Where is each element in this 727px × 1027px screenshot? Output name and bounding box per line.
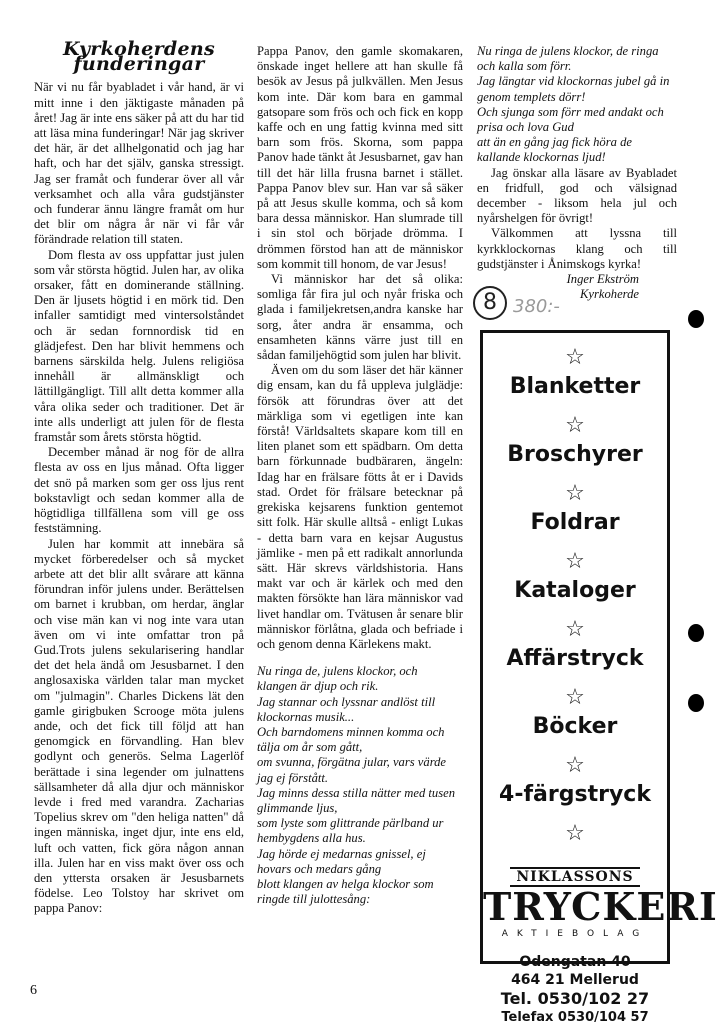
star-icon: ☆ — [565, 685, 585, 710]
poem-stanza-2 — [477, 44, 677, 166]
printer-advertisement — [480, 330, 718, 1025]
poem-line: Jag hörde ej medarnas gnissel, ej — [257, 846, 426, 861]
poem-line: Nu ringa de julens klockor, de ringa — [477, 44, 659, 58]
address-line: Odengatan 40 — [519, 954, 631, 970]
signature-name: Inger Ekström — [566, 272, 639, 287]
ad-item: Affärstryck — [506, 646, 644, 671]
article-column-2 — [257, 44, 463, 907]
paragraph: Även om du som läser det här känner dig ensam, kan du få uppleva julglädje: försök att förundras över att det märkliga som vi egetligen inte kan förstå! Världsaltets skapare kom till en liten planet som ett spädbarn. Om detta barn förkunnade budbäraren, ängeln: Idag har en frälsare fötts åt er i Davids stad. Ordet för frälsare betecknar på grekiska kejsarens funktion gentemot sitt folk. Här skulle alltså - enligt Lukas - detta barn vara en kejsar Augustus jämlike - men på ett radikalt annorlunda sätt. Här skrevs världshistoria. Hans makt var och är kärlek och med den makten försökte han lära människor vad livet handlar om. Tvätusen år senare blir människor förlåtna, glada och befriade i och genom denna Kärlekens makt. — [257, 363, 463, 651]
binder-hole-icon — [688, 310, 704, 328]
poem-line: ringde till julottesång: — [257, 892, 371, 907]
ad-item: Kataloger — [514, 578, 636, 603]
star-icon: ☆ — [565, 753, 585, 778]
paragraph: När vi nu får byabladet i vår hand, är vi mitt inne i den jäktigaste månaden på året! Jag är inte ens säker på att du har tid att läsa mina funderingar! När jag skriver det här, är det allhelgonatid och jag har haft, och har det själv, ganska stressigt. Jag ser framåt och funderar över all vår verksamhet och alla våra gudstjänster och funderar ännu längre framåt om hur det blir om några år när vi får vår förändrade relation till staten. — [34, 80, 244, 247]
poem-line: Jag längtar vid klockornas jubel gå in — [477, 74, 670, 89]
poem-line: Jag minns dessa stilla nätter med tusen glimmande ljus, — [257, 785, 455, 815]
phone-number: Tel. 0530/102 27 — [500, 989, 650, 1008]
article-column-3 — [477, 44, 677, 302]
poem-line: blott klangen av helga klockor som — [257, 876, 434, 891]
ad-item: Broschyrer — [507, 442, 643, 467]
handwritten-price: 380:- — [513, 296, 560, 317]
paragraph: Julen har kommit att innebära så mycket förberedelser och så mycket arbete att det blir allt svårare att känna förundran inför julens under. Berättelsen om barnet i krubban, om herdar, änglar och vise män kan vi nog inte vara utan även om vi inte omfattar tron på Gud.Trots julens sekularisering handlar det det hela ändå om Jesusbarnet. I den anglosaxiska världen talar man mycket om "julmagin". Charles Dickens lät den gamle girigbuken Scrooge möta julens ande, och det fick till följd att han genomgick en förvandling. Han blev godlynt och generös. Selma Lagerlöf berättade i sina legender om julnattens sällsamheter då alla djur och människor levde i fred med varandra. Zacharias Topelius skrev om "den heliga natten" då ingen människa, inget djur, inte ens eld, luft och vatten, fick göra någon annan illa. Julen har en viss makt över oss och den yttersta orsaken är Jesusbarnets födelse. Leo Tolstoy har skrivet om pappa Panov: — [34, 536, 244, 916]
poem-line: Och barndomens minnen komma och — [257, 724, 445, 739]
printer-logo: TRYCKERI — [483, 884, 718, 929]
address-line: 464 21 Mellerud — [511, 972, 639, 988]
poem-line: hembygdens alla hus. — [257, 831, 366, 846]
article-title: Kyrkoherdens funderingar — [63, 38, 215, 76]
fax-number: Telefax 0530/104 57 — [501, 1010, 649, 1025]
poem-line: klockornas musik... — [257, 709, 355, 724]
ad-item: 4-färgstryck — [499, 782, 651, 807]
paragraph: December månad är nog för de allra flesta av oss en ljus månad. Ofta ligger det snö på marken som ger oss ljus rent bokstavligt och sedan kommer alla de högtidliga tillfällena som vill ge oss feststämning. — [34, 445, 244, 536]
poem-line: och kalla som förr. — [477, 59, 572, 74]
star-icon: ☆ — [565, 413, 585, 438]
star-icon: ☆ — [565, 481, 585, 506]
paragraph: Dom flesta av oss uppfattar just julen som vår största högtid. Julen har, av olika orsaker, fått en dominerande ställning. Den är ljusets högtid i en mörk tid. Den infaller samtidigt med vintersolståndet och är sedan fornnordisk tid en glädjefest. Den har blivit hemmens och barnens särskilda helg. Julens religiösa innehåll är allmänskligt och lättillgängligt. Till allt detta kommer alla våra olika seder och traditioner. Det är inte alls underligt att julen för de flesta framstår som årets största högtid. — [34, 247, 244, 445]
ad-item: Böcker — [532, 714, 618, 739]
poem-line: Jag stannar och lyssnar andlöst till — [257, 694, 436, 709]
binder-hole-icon — [688, 624, 704, 642]
printer-logo-top: NIKLASSONS — [510, 867, 639, 887]
star-icon: ☆ — [565, 617, 585, 642]
paragraph: Jag önskar alla läsare av Byabladet en fridfull, god och välsignad december - liksom hela jul och nyårshelgen för övrigt! — [477, 165, 677, 226]
star-icon: ☆ — [565, 549, 585, 574]
poem-line: prisa och lova Gud — [477, 120, 574, 135]
star-icon: ☆ — [565, 345, 585, 370]
paragraph: Välkommen att lyssna till kyrkklockornas klang och till gudstjänster i Ånimskogs kyrka! — [477, 226, 677, 271]
poem-line: att än en gång jag fick höra de kallande klockornas ljud! — [477, 135, 632, 165]
signature-role: Kyrkoherde — [580, 287, 639, 302]
paragraph: Vi människor har det så olika: somliga får fira jul och nyår friska och glada i familjekretsen,andra kanske har sorg, åter andra är ensamma, och ensamheten känns värre just till en sådan familjehögtid som julen har blivit. — [257, 272, 463, 363]
handwritten-circled-number: 8 — [473, 286, 507, 320]
paragraph: Pappa Panov, den gamle skomakaren, önskade inget hellere att han skulle få besök av Jesus på julkvällen. Men Jesus kom inte. Där kom bara en gammal gatsopare som frös och och fick en kopp kaffe och en ung fattig kvinna med sitt barn som frös. Skorna, som pappa Panov hade tänkt åt Jesusbarnet, gav han till det här lilla frusna barnet i stället. Pappa Panov blev sur. Han var så säker på att Jesus skulle komma, och så kom bara dessa människor. Han slumrade till i sin stol och började drömma. I drömmen förstod han att de människor som kommit till honom, de var Jesus! — [257, 44, 463, 271]
binder-hole-icon — [688, 694, 704, 712]
star-icon: ☆ — [565, 821, 585, 846]
poem-line: som lyste som glittrande pärlband ur — [257, 816, 444, 831]
poem-line: Och sjunga som förr med andakt och — [477, 104, 664, 119]
article-column-1 — [34, 40, 244, 917]
poem-line: tälja om år som gått, — [257, 740, 363, 755]
poem-line: om svunna, förgätna jular, vars värde — [257, 755, 447, 770]
ad-item: Foldrar — [530, 510, 620, 535]
poem-line: jag ej förstått. — [257, 770, 329, 785]
page-number: 6 — [30, 983, 37, 998]
poem-line: Nu ringa de, julens klockor, och — [257, 664, 418, 679]
poem-line: klangen är djup och rik. — [257, 679, 379, 694]
poem-stanza-1 — [257, 664, 463, 907]
printer-logo-sub: AKTIEBOLAG — [501, 929, 649, 939]
poem-line: hovars och medars gång — [257, 861, 382, 876]
ad-item: Blanketter — [509, 374, 641, 399]
poem-line: genom templets dörr! — [477, 89, 586, 104]
